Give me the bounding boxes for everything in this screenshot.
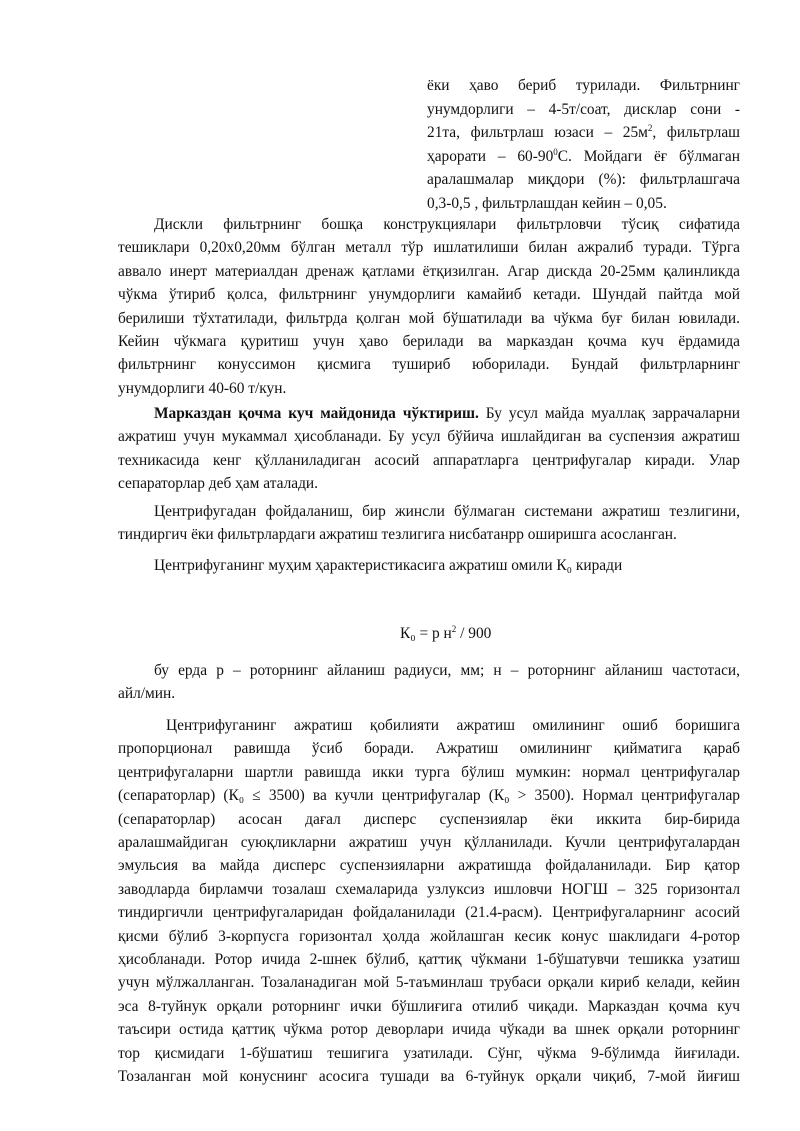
text-fragment: Бу усул майда муаллақ заррачаларни <box>478 405 740 422</box>
text-fragment: , фильтрлаш <box>652 124 740 142</box>
text-line: ажратиш учун мукаммал ҳисобланади. Бу усул бўйича ишлайдиган ва суспензия ажратиш <box>118 428 740 446</box>
section-heading: Марказдан қочма куч майдонида чўктириш. <box>154 405 479 422</box>
formula-exponent: 2 <box>451 624 457 634</box>
text-line: тиндиргичли центрифугаларидан фойдаланилади (21.4-расм). Центрифугаларнинг асосий <box>118 904 740 922</box>
superscript: 0 <box>553 146 558 157</box>
text-line: унумдорлиги 40-60 т/кун. <box>118 379 287 397</box>
text-line: ёки ҳаво бериб турилади. Фильтрнинг <box>427 77 740 94</box>
text-line: қисми бўлиб 3-корпусга горизонтал ҳолда жойлашган кесик конус шаклидаги 4-ротор <box>118 927 740 945</box>
text-line: ҳисобланади. Ротор ичида 2-шнек бўлиб, қаттиқ чўкмани 1-бўшатувчи тешикка узатиш <box>118 951 740 969</box>
text-line: тешиклари 0,20х0,20мм бўлган металл тўр ишлатилиши билан ажралиб туради. Тўрга <box>118 239 740 257</box>
text-line: эса 8-туйнук орқали роторнинг ички бўшлиғига отилиб чиқади. Марказдан қочма куч <box>118 997 740 1015</box>
text-line: 0,3-0,5 , фильтрлашдан кейин – 0,05. <box>427 194 667 212</box>
text-line: пропорционал равишда ўсиб боради. Ажратиш омилининг қийматига қараб <box>118 740 740 758</box>
text-line: центрифугаларни шартли равишда икки турга бўлиш мумкин: нормал центрифугалар <box>118 763 740 781</box>
text-line: (сепараторлар) асосан дағал дисперс суспензиялар ёки иккита бир-бирида <box>118 810 740 828</box>
text-line: заводларда бирламчи тозалаш схемаларида узлуксиз ишловчи НОГШ – 325 горизонтал <box>118 880 740 898</box>
paragraph-centrifuge-use <box>118 500 740 547</box>
text-line: аралашмалар миқдори (%): фильтрлашгача <box>427 171 740 189</box>
paragraph-formula-explanation <box>118 659 740 706</box>
text-line: учун мўлжалланган. Тозаланадиган мой 5-таъминлаш трубаси орқали кириб келади, кейин <box>118 974 740 992</box>
text-line: тиндиргич ёки фильтрлардаги ажратиш тезлигига нисбатанрр оширишга асосланган. <box>118 526 677 544</box>
formula-right: / 900 <box>456 625 492 642</box>
text-line: унумдорлиги – 4-5т/соат, дисклар сони - <box>427 100 740 118</box>
text-fragment: ҳарорати – 60-90 <box>427 147 554 165</box>
text-fragment: 21та, фильтрлаш юзаси – 25м <box>427 124 648 142</box>
paragraph-separation-factor <box>118 554 740 577</box>
text-line: чўкма ўтириб қолса, фильтрнинг унумдорлиги камайиб кетади. Шундай пайтда мой <box>118 286 740 304</box>
text-line: (сепараторлар) (К₀ ≤ 3500) ва кучли центрифугалар (К₀ > 3500). Нормал центрифугалар <box>118 787 740 805</box>
text-line: Дискли фильтрнинг бошқа конструкциялари фильтрловчи тўсиқ сифатида <box>154 216 740 233</box>
formula-left: К₀ = р н <box>400 625 452 642</box>
text-line: сепараторлар деб ҳам аталади. <box>118 475 319 493</box>
text-fragment: С. Мойдаги ёғ бўлмаган <box>557 147 740 165</box>
text-line: аввало инерт материалдан дренаж қатлами ётқизилган. Агар дискда 20-25мм қалинликда <box>118 262 740 280</box>
text-line: Центрифуганинг муҳим ҳарактеристикасига ажратиш омили К₀ киради <box>154 557 623 574</box>
text-line: Центрифуганинг ажратиш қобилияти ажратиш омилининг ошиб боришига <box>166 717 740 734</box>
text-line: фильтрнинг конуссимон қисмига тушириб юборилади. Бундай фильтрларнинг <box>118 356 740 374</box>
text-line: техникасида кенг қўлланиладиган асосий аппаратларга центрифугалар киради. Улар <box>118 451 740 469</box>
text-line: Кейин чўкмага қуритиш учун ҳаво берилади ва марказдан қочма куч ёрдамида <box>118 333 740 351</box>
paragraph-disk-filter <box>118 213 740 400</box>
text-line <box>427 121 740 145</box>
paragraph-centrifuge-types <box>118 714 740 1089</box>
paragraph-centrifugal <box>118 402 740 496</box>
text-line <box>427 145 740 169</box>
text-line: Центрифугадан фойдаланиш, бир жинсли бўлмаган системани ажратиш тезлигини, <box>154 503 740 520</box>
text-line: эмульсия ва майда дисперс суспензияларни ажратишда фойдаланилади. Бир қатор <box>118 857 740 875</box>
text-line: таъсири остида қаттиқ чўкма ротор деворлари ичида чўкади ва шнек орқали роторнинг <box>118 1021 740 1039</box>
text-line: берилиши тўхтатилади, фильтрда қолган мой бўшатилади ва чўкма буғ билан ювилади. <box>118 309 740 327</box>
formula <box>400 623 600 645</box>
text-line: айл/мин. <box>118 685 176 703</box>
right-column-text <box>427 74 740 216</box>
text-line: Тозаланган мой конуснинг асосига тушади ва 6-туйнук орқали чиқиб, 7-мой йиғиш <box>118 1068 740 1086</box>
text-line: тор қисмидаги 1-бўшатиш тешигига узатилади. Сўнг, чўкма 9-бўлимда йиғилади. <box>118 1044 740 1062</box>
text-line: аралашмайдиган суюқликларни ажратиш учун қўлланилади. Кучли центрифугалардан <box>118 834 740 852</box>
superscript: 2 <box>647 123 653 134</box>
text-line: бу ерда р – роторнинг айланиш радиуси, мм; н – роторнинг айланиш частотаси, <box>154 662 740 679</box>
text-line <box>118 402 740 425</box>
